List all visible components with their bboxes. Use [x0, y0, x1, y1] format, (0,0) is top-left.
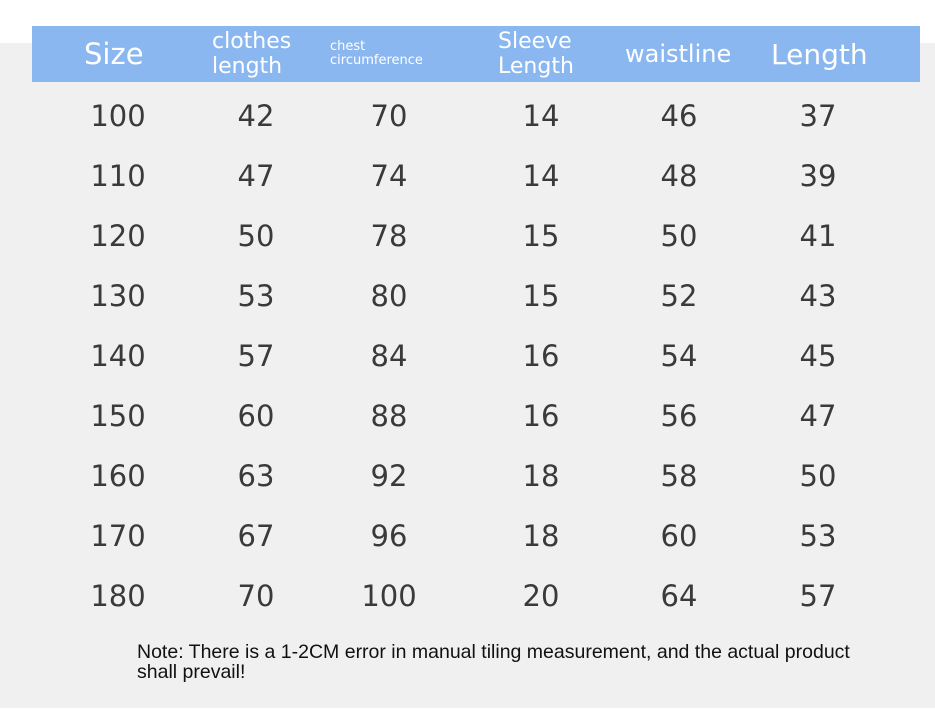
table-row	[32, 386, 920, 446]
cell-length: 47	[799, 399, 837, 433]
table-header	[32, 26, 920, 82]
cell-chest-circumference: 88	[370, 399, 408, 433]
cell-clothes-length: 50	[237, 219, 275, 253]
cell-length: 39	[799, 159, 837, 193]
cell-sleeve-length: 16	[522, 339, 560, 373]
cell-length: 37	[799, 99, 837, 133]
cell-chest-circumference: 100	[361, 579, 417, 613]
cell-length: 45	[799, 339, 837, 373]
header-length: Length	[771, 37, 868, 71]
cell-size: 100	[90, 99, 146, 133]
cell-waistline: 64	[660, 579, 698, 613]
cell-size: 170	[90, 519, 146, 553]
table-row	[32, 506, 920, 566]
header-clothes-length: clothes length	[212, 29, 292, 79]
cell-clothes-length: 47	[237, 159, 275, 193]
header-sleeve-length: Sleeve Length	[498, 29, 574, 79]
cell-sleeve-length: 14	[522, 159, 560, 193]
cell-length: 53	[799, 519, 837, 553]
cell-length: 57	[799, 579, 837, 613]
cell-sleeve-length: 15	[522, 279, 560, 313]
table-row	[32, 326, 920, 386]
cell-waistline: 56	[660, 399, 698, 433]
measurement-note: Note: There is a 1-2CM error in manual tiling measurement, and the actual product shall prevail!	[137, 641, 850, 683]
cell-waistline: 50	[660, 219, 698, 253]
cell-sleeve-length: 14	[522, 99, 560, 133]
table-row	[32, 446, 920, 506]
cell-waistline: 60	[660, 519, 698, 553]
cell-waistline: 46	[660, 99, 698, 133]
cell-size: 140	[90, 339, 146, 373]
cell-size: 160	[90, 459, 146, 493]
cell-chest-circumference: 96	[370, 519, 408, 553]
cell-length: 41	[799, 219, 837, 253]
cell-waistline: 54	[660, 339, 698, 373]
table-row	[32, 86, 920, 146]
cell-sleeve-length: 18	[522, 519, 560, 553]
table-row	[32, 146, 920, 206]
cell-sleeve-length: 16	[522, 399, 560, 433]
table-row	[32, 266, 920, 326]
cell-sleeve-length: 18	[522, 459, 560, 493]
cell-chest-circumference: 84	[370, 339, 408, 373]
cell-chest-circumference: 70	[370, 99, 408, 133]
header-waistline: waistline	[625, 40, 732, 68]
cell-chest-circumference: 74	[370, 159, 408, 193]
cell-clothes-length: 60	[237, 399, 275, 433]
cell-chest-circumference: 80	[370, 279, 408, 313]
cell-clothes-length: 53	[237, 279, 275, 313]
table-row	[32, 566, 920, 626]
cell-chest-circumference: 78	[370, 219, 408, 253]
cell-size: 110	[90, 159, 146, 193]
cell-waistline: 48	[660, 159, 698, 193]
header-size: Size	[84, 37, 144, 71]
cell-waistline: 52	[660, 279, 698, 313]
cell-clothes-length: 63	[237, 459, 275, 493]
cell-clothes-length: 42	[237, 99, 275, 133]
cell-size: 120	[90, 219, 146, 253]
cell-clothes-length: 67	[237, 519, 275, 553]
cell-clothes-length: 57	[237, 339, 275, 373]
cell-size: 180	[90, 579, 146, 613]
cell-size: 130	[90, 279, 146, 313]
header-chest-circumference: chest circumference	[330, 39, 423, 68]
table-row	[32, 206, 920, 266]
cell-clothes-length: 70	[237, 579, 275, 613]
cell-sleeve-length: 15	[522, 219, 560, 253]
cell-length: 50	[799, 459, 837, 493]
cell-size: 150	[90, 399, 146, 433]
cell-waistline: 58	[660, 459, 698, 493]
table-body	[32, 86, 920, 626]
cell-sleeve-length: 20	[522, 579, 560, 613]
cell-length: 43	[799, 279, 837, 313]
cell-chest-circumference: 92	[370, 459, 408, 493]
